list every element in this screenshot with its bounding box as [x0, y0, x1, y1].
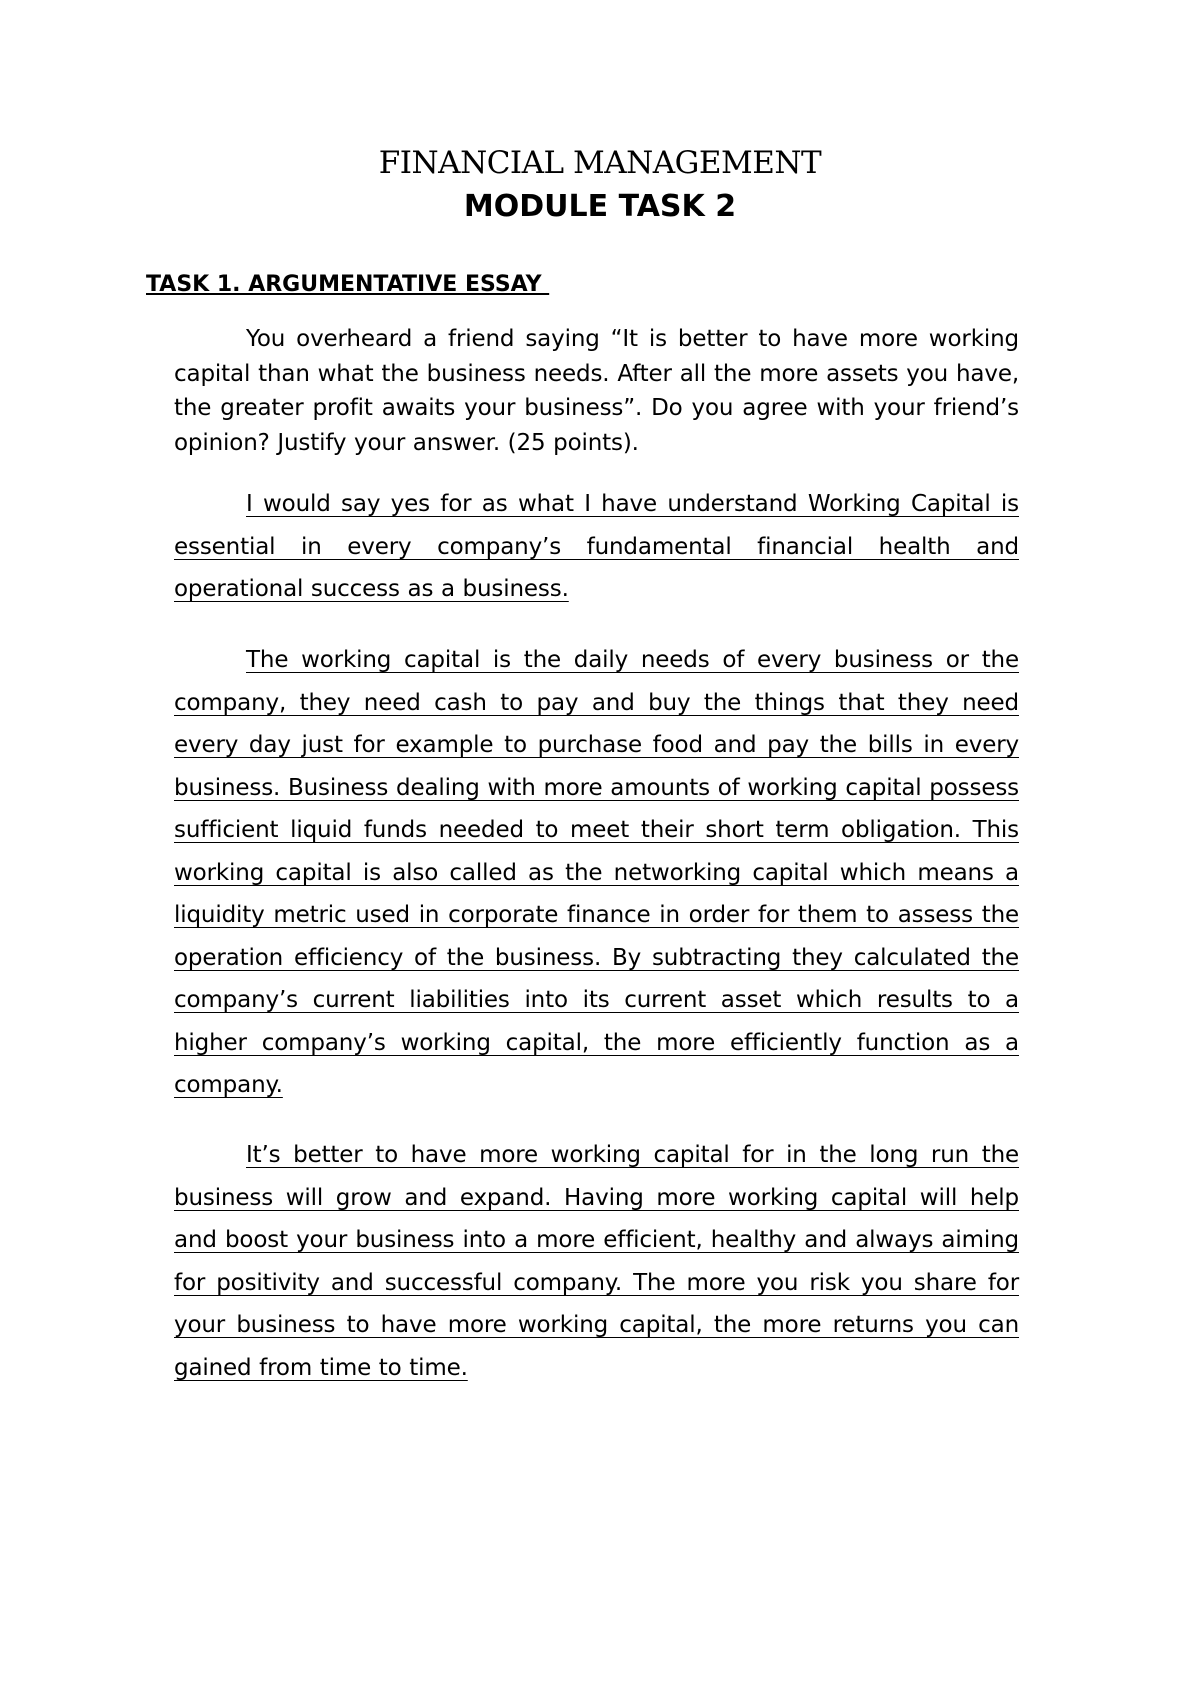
module-title: MODULE TASK 2: [463, 189, 737, 224]
document-title: FINANCIAL MANAGEMENT: [378, 145, 822, 181]
essay-prompt: You overheard a friend saying “It is better to have more working capital than what the business needs. After all the more assets you have, the greater profit awaits your business”. Do you agree with your friend’s opinion? Justify your answer. (25 points).: [174, 326, 1019, 456]
answer-paragraph-3: It’s better to have more working capital for in the long run the business will grow and expand. Having more working capital will help and boost your business into a more efficient, healthy and always aiming for positivity and successful company. The more you risk you share for your business to have more working capital, the more returns you can gained from time to time.: [174, 1142, 1019, 1381]
answer-paragraph-2: The working capital is the daily needs of every business or the company, they need cash to pay and buy the things that they need every day just for example to purchase food and pay the bills in every business. Business dealing with more amounts of working capital possess sufficient liquid funds needed to meet their short term obligation. This working capital is also called as the networking capital which means a liquidity metric used in corporate finance in order for them to assess the operation efficiency of the business. By subtracting they calculated the company’s current liabilities into its current asset which results to a higher company’s working capital, the more efficiently function as a company.: [174, 647, 1019, 1098]
task-heading: TASK 1. ARGUMENTATIVE ESSAY: [146, 272, 550, 297]
answer-paragraph-1: I would say yes for as what I have understand Working Capital is essential in every company’s fundamental financial health and operational success as a business.: [174, 491, 1019, 602]
